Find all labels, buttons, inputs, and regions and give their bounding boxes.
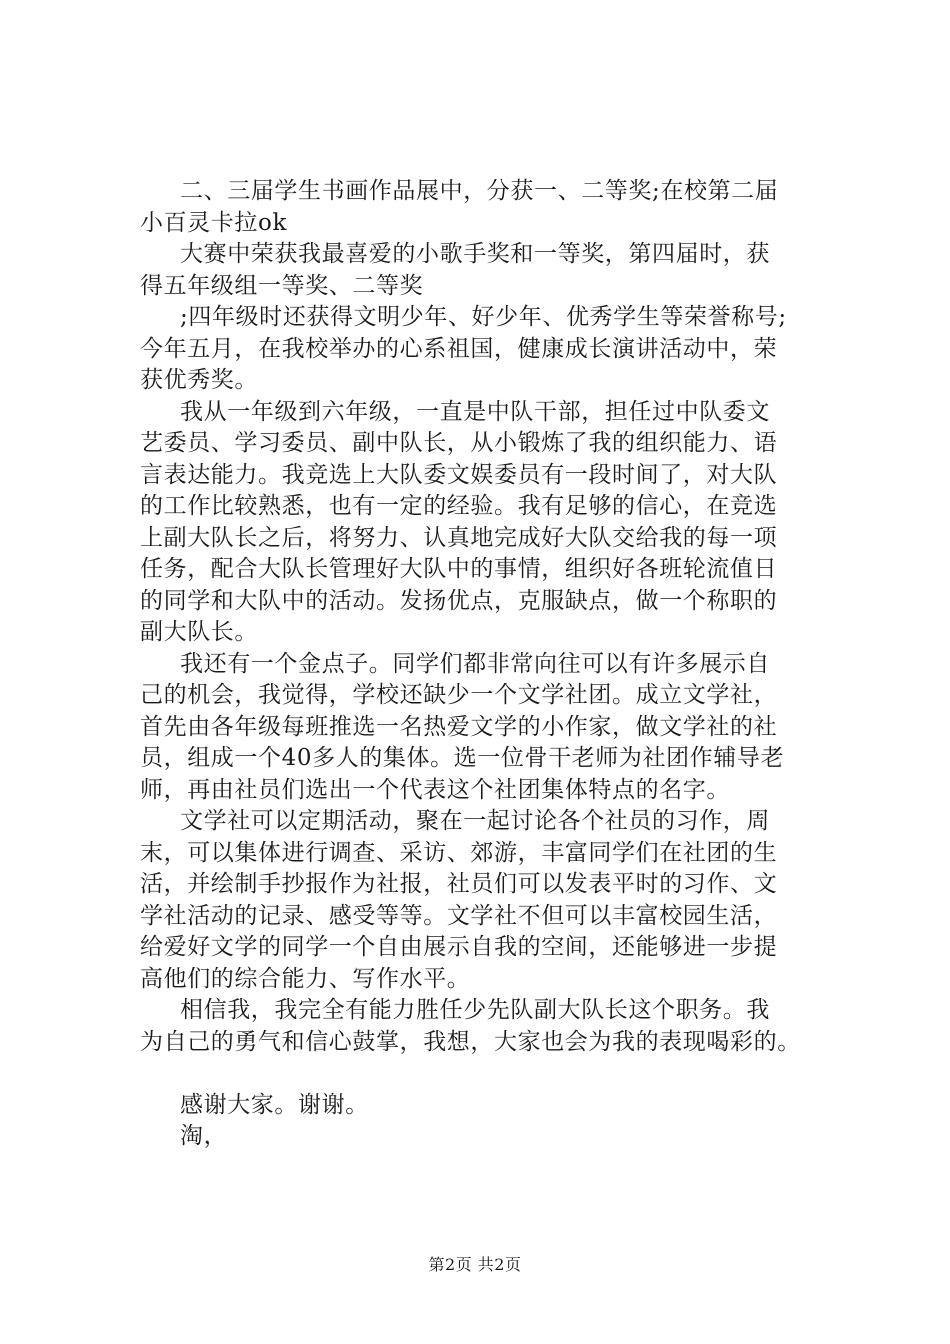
text-line: 大赛中荣获我最喜爱的小歌手奖和一等奖，第四届时，获 xyxy=(180,241,770,267)
text-line: 末，可以集体进行调查、采访、郊游，丰富同学们在社团的生 xyxy=(140,839,778,866)
text-line: 我从一年级到六年级，一直是中队干部，担任过中队委文 xyxy=(180,398,770,425)
text-line: 的同学和大队中的活动。发扬优点，克服缺点，做一个称职的 xyxy=(140,587,778,614)
text-line: 为自己的勇气和信心鼓掌，我想，大家也会为我的表现喝彩的。 xyxy=(140,1028,801,1055)
text-line: 言表达能力。我竞选上大队委文娱委员有一段时间了，对大队 xyxy=(140,461,778,488)
text-line: 小百灵卡拉ok xyxy=(140,209,287,236)
text-line: 二、三届学生书画作品展中，分获一、二等奖;在校第二届 xyxy=(180,178,779,204)
text-line: 的工作比较熟悉，也有一定的经验。我有足够的信心，在竞选 xyxy=(140,493,778,519)
text-line: 艺委员、学习委员、副中队长，从小锻炼了我的组织能力、语 xyxy=(140,430,778,456)
text-line: 活，并绘制手抄报作为社报，社员们可以发表平时的习作、文 xyxy=(140,871,778,897)
text-line: 感谢大家。谢谢。 xyxy=(180,1091,369,1118)
text-line: 副大队长。 xyxy=(140,619,258,645)
text-line: 今年五月，在我校举办的心系祖国，健康成长演讲活动中，荣 xyxy=(140,335,778,362)
text-line: 师，再由社员们选出一个代表这个社团集体特点的名字。 xyxy=(140,776,730,803)
text-line: 首先由各年级每班推选一名热爱文学的小作家，做文学社的社 xyxy=(140,713,778,740)
text-line: 淘， xyxy=(180,1123,228,1149)
text-line: 相信我，我完全有能力胜任少先队副大队长这个职务。我 xyxy=(180,997,770,1023)
text-line: 给爱好文学的同学一个自由展示自我的空间，还能够进一步提 xyxy=(140,934,778,960)
text-line: 文学社可以定期活动，聚在一起讨论各个社员的习作，周 xyxy=(180,808,770,834)
text-line: 学社活动的记录、感受等等。文学社不但可以丰富校园生活， xyxy=(140,902,778,929)
text-line: 员，组成一个40多人的集体。选一位骨干老师为社团作辅导老 xyxy=(140,745,785,771)
text-line: 上副大队长之后，将努力、认真地完成好大队交给我的每一项 xyxy=(140,524,778,551)
text-line: 获优秀奖。 xyxy=(140,367,258,393)
text-line: ;四年级时还获得文明少年、好少年、优秀学生等荣誉称号; xyxy=(180,304,787,330)
page-number-footer: 第2页 共2页 xyxy=(428,1255,522,1274)
text-line: 己的机会，我觉得，学校还缺少一个文学社团。成立文学社， xyxy=(140,682,778,708)
text-line: 我还有一个金点子。同学们都非常向往可以有许多展示自 xyxy=(180,650,770,677)
document-body xyxy=(140,176,840,1153)
text-line: 任务，配合大队长管理好大队中的事情，组织好各班轮流值日 xyxy=(140,556,778,582)
text-line: 得五年级组一等奖、二等奖 xyxy=(140,272,424,299)
text-line: 高他们的综合能力、写作水平。 xyxy=(140,965,471,992)
paragraph-gap xyxy=(140,1058,840,1090)
